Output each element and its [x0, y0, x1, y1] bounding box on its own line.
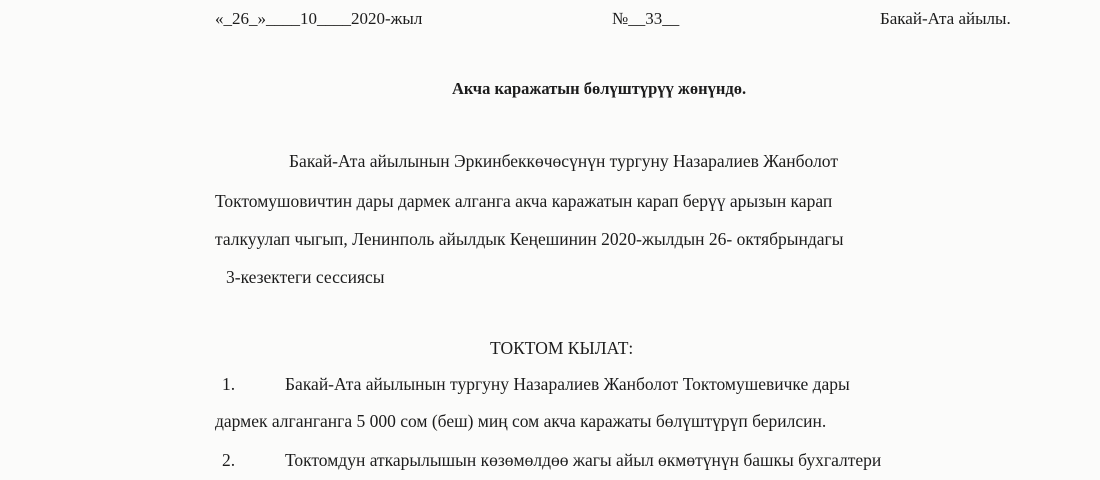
resolution-heading: ТОКТОМ КЫЛАТ: — [490, 338, 634, 358]
preamble-line-3: талкуулап чыгып, Ленинполь айылдык Кеңешинин 2020-жылдын 26- октябрындагы — [215, 229, 844, 249]
preamble-line-1: Бакай-Ата айылынын Эркинбеккөчөсүнүн тургуну Назаралиев Жанболот — [289, 151, 838, 171]
item-1-number: 1. — [222, 374, 236, 394]
item-2-line-1: Токтомдун аткарылышын көзөмөлдөө жагы айыл өкмөтүнүн башкы бухгалтери — [285, 450, 882, 470]
preamble-line-2: Токтомушовичтин дары дармек алганга акча каражатын карап берүү арызын карап — [215, 191, 833, 211]
preamble-line-4: 3-кезектеги сессиясы — [226, 267, 385, 287]
item-2-number: 2. — [222, 450, 236, 470]
document-place: Бакай-Ата айылы. — [880, 9, 1011, 28]
document-title: Акча каражатын бөлүштүрүү жөнүндө. — [452, 79, 747, 98]
document-date: «_26_»____10____2020-жыл — [215, 9, 423, 28]
item-1-line-2: дармек алганганга 5 000 сом (беш) миң сом акча каражаты бөлүштүрүп берилсин. — [215, 411, 827, 431]
document-number: №__33__ — [612, 9, 680, 28]
item-1-line-1: Бакай-Ата айылынын тургуну Назаралиев Жанболот Токтомушевичке дары — [285, 374, 850, 394]
